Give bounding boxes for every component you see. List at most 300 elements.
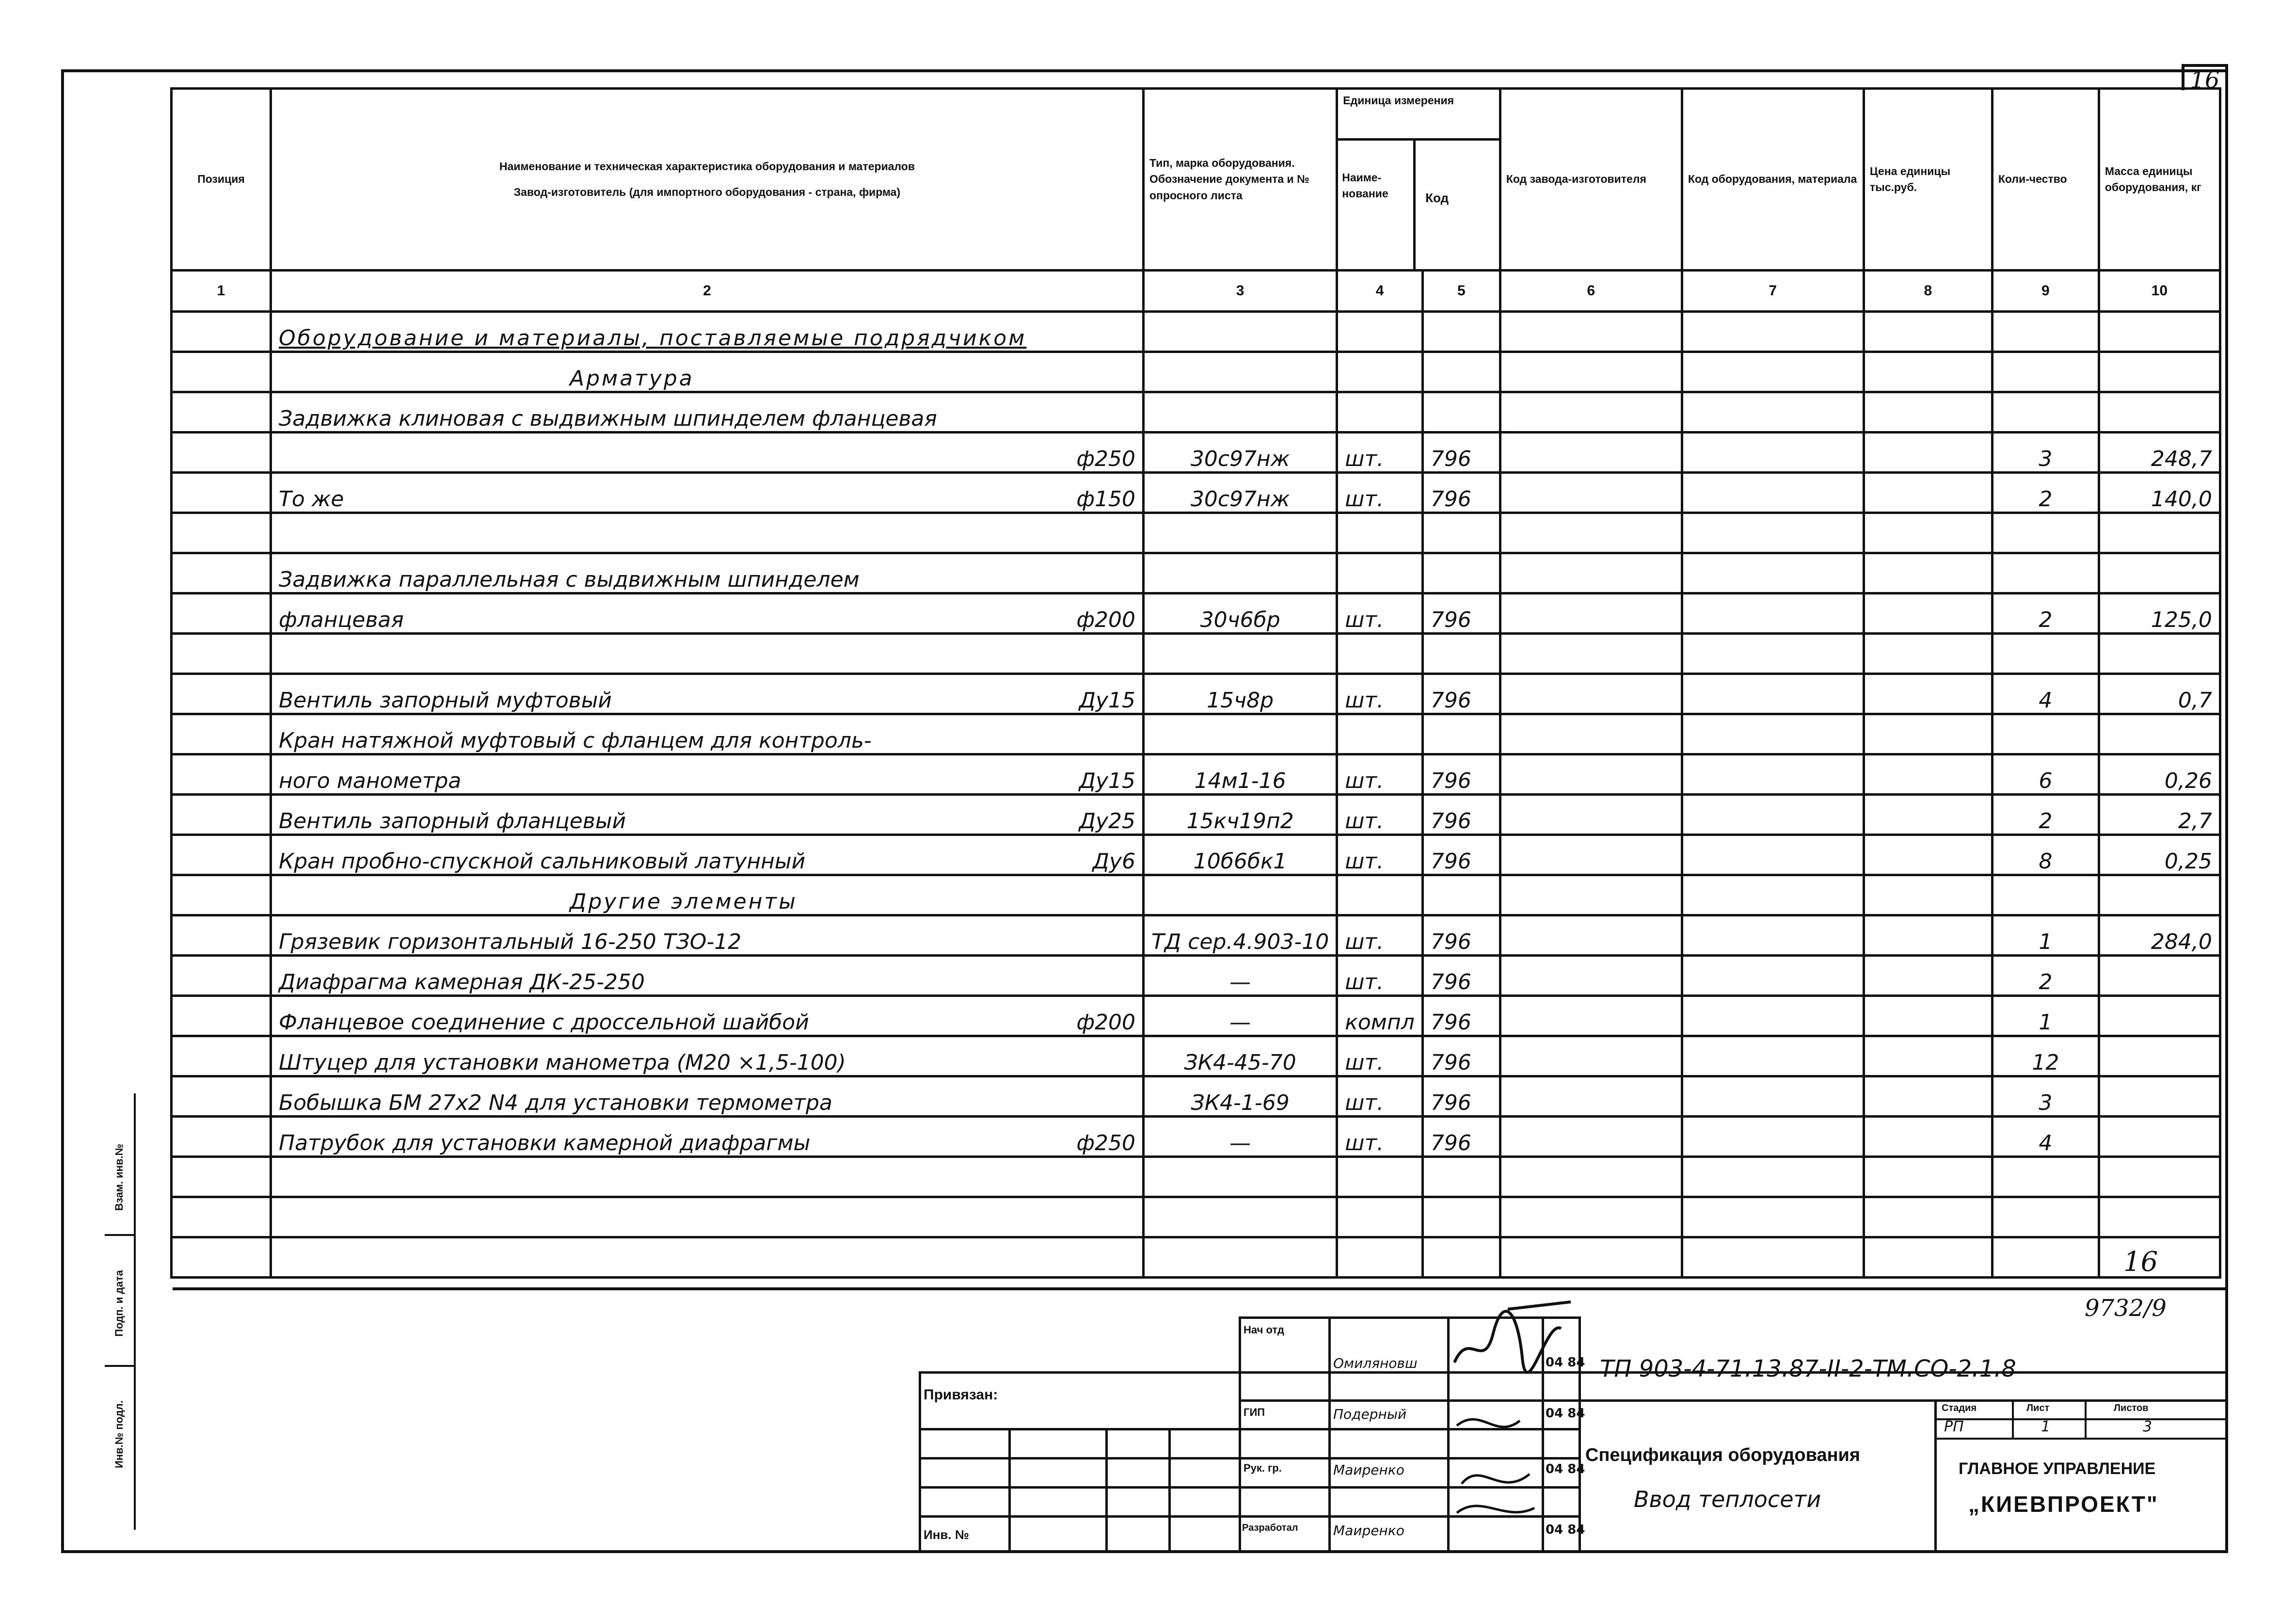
cell-quantity: 3 [1992, 433, 2099, 473]
cell-name [271, 956, 1144, 996]
cell-price [1864, 473, 1992, 513]
cell-mass [2099, 1197, 2220, 1237]
item-size: ф250 [1076, 447, 1135, 471]
cell-type [1144, 634, 1337, 674]
table-row [172, 674, 2220, 714]
item-size: Ду15 [1079, 769, 1135, 793]
cell-material-code [1682, 553, 1864, 593]
cell-mass [2099, 352, 2220, 392]
cell-price [1864, 1237, 1992, 1278]
cell-unit: шт. [1337, 1036, 1423, 1076]
cell-factory-code [1500, 473, 1682, 513]
cell-position [172, 593, 271, 634]
cell-position [172, 513, 271, 553]
inv-label: Инв. № [924, 1527, 969, 1542]
name-head: Омиляновш [1333, 1355, 1418, 1371]
table-row [172, 312, 2220, 352]
cell-position [172, 433, 271, 473]
cell-material-code [1682, 674, 1864, 714]
cell-type [1144, 1157, 1337, 1197]
cell-unit: шт. [1337, 674, 1423, 714]
cell-mass [2099, 392, 2220, 433]
header-unit [1337, 89, 1500, 271]
cell-type [1144, 392, 1337, 433]
cell-mass [2099, 1076, 2220, 1117]
name-lead: Маиренко [1333, 1462, 1404, 1478]
cell-unit [1337, 1157, 1423, 1197]
col-num: 7 [1682, 271, 1864, 312]
cell-name [271, 674, 1144, 714]
role-gip: ГИП [1244, 1406, 1265, 1418]
cell-factory-code [1500, 1117, 1682, 1157]
cell-factory-code [1500, 674, 1682, 714]
cell-price [1864, 674, 1992, 714]
cell-name [271, 1076, 1144, 1117]
cell-unit-code [1422, 714, 1500, 754]
header-unit-group: Единица измерения [1338, 90, 1499, 141]
cell-name [271, 835, 1144, 875]
date-head: 04 84 [1546, 1355, 1585, 1370]
cell-factory-code [1500, 634, 1682, 674]
cell-quantity: 2 [1992, 956, 2099, 996]
column-numbers-row [172, 271, 2220, 312]
cell-type: 15ч8р [1144, 674, 1337, 714]
cell-price [1864, 392, 1992, 433]
cell-unit: шт. [1337, 754, 1423, 795]
cell-unit: шт. [1337, 915, 1423, 956]
table-row [172, 1237, 2220, 1278]
header-position: Позиция [172, 89, 271, 271]
cell-price [1864, 352, 1992, 392]
col-num: 9 [1992, 271, 2099, 312]
col-num: 10 [2099, 271, 2220, 312]
cell-name [271, 473, 1144, 513]
cell-factory-code [1500, 956, 1682, 996]
item-name: Оборудование и материалы, поставляемые подрядчиком [279, 326, 1027, 351]
item-name: Фланцевое соединение с дроссельной шайбой [279, 1010, 809, 1035]
col-num: 1 [172, 271, 271, 312]
cell-factory-code [1500, 1237, 1682, 1278]
cell-quantity [1992, 513, 2099, 553]
cell-factory-code [1500, 1157, 1682, 1197]
cell-quantity: 1 [1992, 915, 2099, 956]
item-name: фланцевая [279, 608, 404, 632]
item-size: ф150 [1076, 487, 1135, 512]
cell-factory-code [1500, 915, 1682, 956]
cell-factory-code [1500, 875, 1682, 915]
stage-label: Стадия [1942, 1403, 1977, 1413]
cell-mass [2099, 1036, 2220, 1076]
cell-material-code [1682, 433, 1864, 473]
cell-unit-code: 796 [1422, 956, 1500, 996]
cell-factory-code [1500, 1076, 1682, 1117]
cell-unit: шт. [1337, 835, 1423, 875]
cell-unit-code [1422, 1157, 1500, 1197]
cell-quantity [1992, 1197, 2099, 1237]
cell-unit [1337, 553, 1423, 593]
signature-mark [1452, 1401, 1539, 1518]
cell-mass: 125,0 [2099, 593, 2220, 634]
cell-unit: шт. [1337, 795, 1423, 835]
cell-factory-code [1500, 996, 1682, 1036]
cell-material-code [1682, 875, 1864, 915]
col-num: 3 [1144, 271, 1337, 312]
cell-material-code [1682, 956, 1864, 996]
cell-name [271, 795, 1144, 835]
date-gip: 04 84 [1546, 1406, 1585, 1421]
cell-unit-code: 796 [1422, 1036, 1500, 1076]
cell-mass: 2,7 [2099, 795, 2220, 835]
cell-quantity: 12 [1992, 1036, 2099, 1076]
cell-type: 30с97нж [1144, 473, 1337, 513]
table-row [172, 593, 2220, 634]
cell-mass [2099, 634, 2220, 674]
table-row [172, 553, 2220, 593]
cell-position [172, 473, 271, 513]
cell-type: — [1144, 1117, 1337, 1157]
col-num: 5 [1422, 271, 1500, 312]
cell-quantity [1992, 634, 2099, 674]
cell-factory-code [1500, 553, 1682, 593]
attached-label: Привязан: [924, 1387, 998, 1403]
cell-position [172, 996, 271, 1036]
sheets-label: Листов [2114, 1403, 2149, 1413]
item-name: ного манометра [279, 769, 462, 793]
cell-name [271, 352, 1144, 392]
date-lead: 04 84 [1546, 1462, 1585, 1476]
cell-quantity [1992, 352, 2099, 392]
cell-unit [1337, 392, 1423, 433]
item-size: Ду15 [1079, 688, 1135, 713]
cell-material-code [1682, 352, 1864, 392]
cell-unit-code: 796 [1422, 674, 1500, 714]
cell-type: 30ч6бр [1144, 593, 1337, 634]
cell-name [271, 1237, 1144, 1278]
sheet-value: 1 [2041, 1418, 2051, 1435]
col-num: 2 [271, 271, 1144, 312]
cell-position [172, 1157, 271, 1197]
item-size: Ду6 [1092, 849, 1135, 874]
name-author: Маиренко [1333, 1523, 1404, 1539]
table-row [172, 956, 2220, 996]
table-row [172, 996, 2220, 1036]
cell-price [1864, 1157, 1992, 1197]
cell-price [1864, 1117, 1992, 1157]
cell-name [271, 915, 1144, 956]
table-bottom-line [173, 1287, 2228, 1290]
cell-unit [1337, 513, 1423, 553]
cell-quantity [1992, 875, 2099, 915]
cell-mass: 0,7 [2099, 674, 2220, 714]
cell-name [271, 1197, 1144, 1237]
side-label-replace: Взам. инв.№ [113, 1143, 125, 1211]
cell-price [1864, 1197, 1992, 1237]
cell-price [1864, 312, 1992, 352]
cell-price [1864, 513, 1992, 553]
role-head: Нач отд [1244, 1324, 1284, 1336]
cell-name [271, 714, 1144, 754]
cell-material-code [1682, 593, 1864, 634]
table-row [172, 754, 2220, 795]
role-lead: Рук. гр. [1244, 1462, 1282, 1474]
cell-price [1864, 754, 1992, 795]
cell-position [172, 352, 271, 392]
cell-factory-code [1500, 433, 1682, 473]
cell-position [172, 875, 271, 915]
cell-unit-code: 796 [1422, 473, 1500, 513]
item-name: Бобышка БМ 27х2 N4 для установки термометра [279, 1091, 832, 1115]
header-unit-name: Наиме-нование [1338, 141, 1416, 269]
header-unit-code: Код [1425, 191, 1449, 205]
item-name: Задвижка клиновая с выдвижным шпинделем фланцевая [279, 406, 937, 431]
item-name: Грязевик горизонтальный 16-250 ТЗО-12 [279, 930, 742, 954]
cell-mass [2099, 714, 2220, 754]
cell-name [271, 996, 1144, 1036]
cell-unit: шт. [1337, 1117, 1423, 1157]
cell-factory-code [1500, 593, 1682, 634]
cell-unit-code: 796 [1422, 1117, 1500, 1157]
cell-name [271, 1157, 1144, 1197]
cell-factory-code [1500, 513, 1682, 553]
header-factory-code: Код завода-изготовителя [1500, 89, 1682, 271]
cell-price [1864, 795, 1992, 835]
cell-quantity: 4 [1992, 1117, 2099, 1157]
cell-type [1144, 553, 1337, 593]
cell-type: 14м1-16 [1144, 754, 1337, 795]
cell-type [1144, 1237, 1337, 1278]
cell-mass: 284,0 [2099, 915, 2220, 956]
cell-quantity: 2 [1992, 593, 2099, 634]
cell-unit-code: 796 [1422, 593, 1500, 634]
cell-mass [2099, 553, 2220, 593]
cell-factory-code [1500, 312, 1682, 352]
cell-position [172, 915, 271, 956]
cell-factory-code [1500, 352, 1682, 392]
cell-material-code [1682, 714, 1864, 754]
cell-unit-code: 796 [1422, 915, 1500, 956]
table-row [172, 1197, 2220, 1237]
cell-type: 30с97нж [1144, 433, 1337, 473]
cell-unit: шт. [1337, 1076, 1423, 1117]
cell-unit-code [1422, 875, 1500, 915]
item-size: ф200 [1076, 1010, 1135, 1035]
cell-material-code [1682, 915, 1864, 956]
cell-factory-code [1500, 392, 1682, 433]
cell-position [172, 1237, 271, 1278]
table-row [172, 1076, 2220, 1117]
cell-mass: 0,25 [2099, 835, 2220, 875]
org-line2: „КИЕВПРОЕКТ" [1968, 1492, 2159, 1517]
cell-unit: компл [1337, 996, 1423, 1036]
cell-position [172, 956, 271, 996]
item-name: То же [279, 487, 344, 512]
cell-unit-code [1422, 513, 1500, 553]
item-size: ф200 [1076, 608, 1135, 632]
cell-position [172, 634, 271, 674]
item-name: Штуцер для установки манометра (М20 ×1,5-100) [279, 1050, 846, 1075]
cell-unit: шт. [1337, 956, 1423, 996]
item-name: Арматура [570, 366, 694, 391]
cell-price [1864, 1076, 1992, 1117]
cell-type [1144, 1197, 1337, 1237]
cell-unit-code: 796 [1422, 433, 1500, 473]
cell-type: ЗК4-45-70 [1144, 1036, 1337, 1076]
cell-unit-code [1422, 553, 1500, 593]
col-num: 6 [1500, 271, 1682, 312]
cell-mass: 0,26 [2099, 754, 2220, 795]
cell-name [271, 553, 1144, 593]
cell-factory-code [1500, 754, 1682, 795]
cell-unit-code [1422, 312, 1500, 352]
cell-mass [2099, 513, 2220, 553]
cell-position [172, 795, 271, 835]
item-name: Другие элементы [570, 889, 797, 914]
cell-price [1864, 956, 1992, 996]
item-name: Диафрагма камерная ДК-25-250 [279, 970, 645, 994]
cell-type: — [1144, 956, 1337, 996]
cell-factory-code [1500, 1197, 1682, 1237]
cell-unit [1337, 875, 1423, 915]
cell-position [172, 1036, 271, 1076]
cell-price [1864, 1036, 1992, 1076]
cell-type: ЗК4-1-69 [1144, 1076, 1337, 1117]
header-mass: Масса единицы оборудования, кг [2099, 89, 2220, 271]
header-name-line1: Наименование и техническая характеристика оборудования и материалов [499, 160, 915, 173]
cell-material-code [1682, 473, 1864, 513]
cell-type [1144, 352, 1337, 392]
cell-position [172, 1117, 271, 1157]
cell-quantity [1992, 553, 2099, 593]
cell-quantity [1992, 392, 2099, 433]
name-gip: Подерный [1333, 1406, 1407, 1422]
cell-material-code [1682, 1036, 1864, 1076]
cell-material-code [1682, 634, 1864, 674]
side-label-sign: Подп. и дата [113, 1270, 125, 1337]
cell-price [1864, 553, 1992, 593]
cell-mass: 140,0 [2099, 473, 2220, 513]
cell-material-code [1682, 1076, 1864, 1117]
cell-quantity: 8 [1992, 835, 2099, 875]
table-row [172, 473, 2220, 513]
cell-material-code [1682, 835, 1864, 875]
cell-price [1864, 433, 1992, 473]
cell-material-code [1682, 1237, 1864, 1278]
cell-factory-code [1500, 795, 1682, 835]
org-line1: ГЛАВНОЕ УПРАВЛЕНИЕ [1959, 1460, 2156, 1478]
cell-name [271, 392, 1144, 433]
cell-unit-code: 796 [1422, 795, 1500, 835]
cell-type: ТД сер.4.903-10 [1144, 915, 1337, 956]
side-stamp [105, 1093, 136, 1530]
cell-type: 10б6бк1 [1144, 835, 1337, 875]
cell-quantity [1992, 312, 2099, 352]
cell-position [172, 674, 271, 714]
cell-quantity: 2 [1992, 795, 2099, 835]
cell-price [1864, 835, 1992, 875]
table-row [172, 513, 2220, 553]
cell-position [172, 1076, 271, 1117]
cell-unit-code: 796 [1422, 754, 1500, 795]
cell-unit-code [1422, 352, 1500, 392]
cell-type [1144, 312, 1337, 352]
cell-material-code [1682, 392, 1864, 433]
sheets-value: 3 [2143, 1418, 2152, 1435]
cell-material-code [1682, 996, 1864, 1036]
cell-price [1864, 634, 1992, 674]
col-num: 4 [1337, 271, 1423, 312]
cell-type: 15кч19п2 [1144, 795, 1337, 835]
item-name: Вентиль запорный фланцевый [279, 809, 626, 834]
cell-quantity: 1 [1992, 996, 2099, 1036]
cell-material-code [1682, 795, 1864, 835]
cell-position [172, 392, 271, 433]
cell-mass [2099, 1237, 2220, 1278]
cell-factory-code [1500, 714, 1682, 754]
cell-factory-code [1500, 835, 1682, 875]
cell-price [1864, 875, 1992, 915]
cell-name [271, 593, 1144, 634]
cell-name [271, 754, 1144, 795]
cell-position [172, 754, 271, 795]
header-material-code: Код оборудования, материала [1682, 89, 1864, 271]
cell-name [271, 312, 1144, 352]
cell-unit-code: 796 [1422, 835, 1500, 875]
cell-quantity [1992, 714, 2099, 754]
cell-unit-code [1422, 392, 1500, 433]
item-size: Ду25 [1079, 809, 1135, 834]
table-row [172, 915, 2220, 956]
cell-type [1144, 875, 1337, 915]
header-name [271, 89, 1144, 271]
table-row [172, 392, 2220, 433]
cell-unit [1337, 312, 1423, 352]
header-type: Тип, марка оборудования. Обозначение документа и № опросного листа [1144, 89, 1337, 271]
cell-unit: шт. [1337, 593, 1423, 634]
document-subtitle: Ввод теплосети [1634, 1486, 1821, 1512]
table-row [172, 1036, 2220, 1076]
cell-name [271, 875, 1144, 915]
cell-quantity: 4 [1992, 674, 2099, 714]
document-code: ТП 903-4-71.13.87-II-2-ТМ.СО-2.1.8 [1600, 1355, 2016, 1382]
cell-quantity [1992, 1237, 2099, 1278]
cell-material-code [1682, 1157, 1864, 1197]
table-row [172, 433, 2220, 473]
table-row [172, 795, 2220, 835]
table-row [172, 835, 2220, 875]
cell-position [172, 553, 271, 593]
cell-material-code [1682, 513, 1864, 553]
cell-name [271, 634, 1144, 674]
cell-unit-code [1422, 634, 1500, 674]
cell-material-code [1682, 754, 1864, 795]
stage-value: РП [1944, 1418, 1964, 1435]
item-size: ф250 [1076, 1131, 1135, 1155]
cell-mass [2099, 1117, 2220, 1157]
cell-unit-code [1422, 1197, 1500, 1237]
table-row [172, 634, 2220, 674]
item-name: Вентиль запорный муфтовый [279, 688, 612, 713]
cell-quantity: 2 [1992, 473, 2099, 513]
cell-unit-code: 796 [1422, 1076, 1500, 1117]
sheet-label: Лист [2026, 1403, 2050, 1413]
date-author: 04 84 [1546, 1523, 1585, 1537]
header-quantity: Коли-чество [1992, 89, 2099, 271]
cell-mass [2099, 312, 2220, 352]
cell-unit [1337, 1237, 1423, 1278]
item-name: Патрубок для установки камерной диафрагмы [279, 1131, 811, 1155]
cell-name [271, 513, 1144, 553]
side-label-inv: Инв.№ подл. [113, 1400, 125, 1468]
